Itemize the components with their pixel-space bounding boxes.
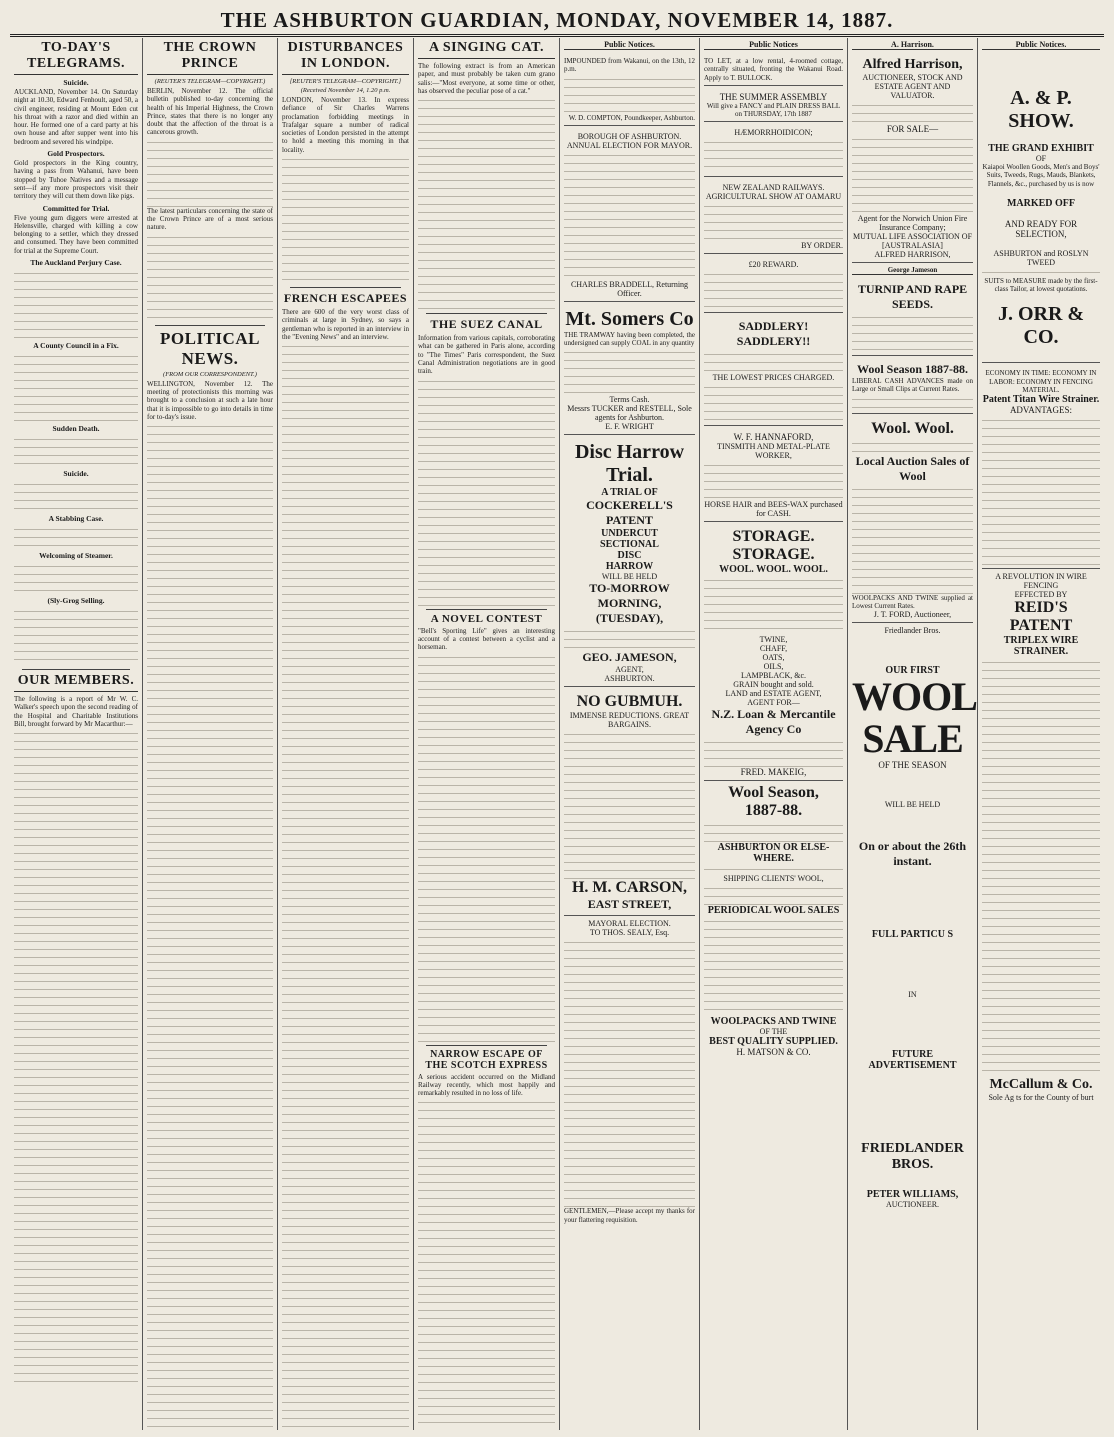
future-label: FUTURE ADVERTISEMENT [868,1049,957,1072]
filler-text [14,479,138,511]
haem-ad [704,125,843,177]
norwich-label: Agent for the Norwich Union Fire Insurance Company; [857,214,968,232]
poundkeeper: W. D. COMPTON, Poundkeeper, Ashburton. [568,113,695,122]
tinsmith-label: TINSMITH AND METAL-PLATE WORKER, [717,442,830,461]
ford-name: J. T. FORD, Auctioneer, [873,610,952,620]
public-notices-heading-2: Public Notices [704,40,843,50]
sole-agents: Messrs TUCKER and RESTELL, Sole agents for Ashburton. [567,404,692,423]
filler-text [704,916,843,1016]
mccallum-title: McCallum & Co. [989,1077,1093,1093]
wool-season-ad-2 [852,359,973,414]
reward-title: £20 REWARD. [748,260,799,270]
wool-sale-title: WOOL SALE [852,674,977,762]
article-crown-prince-2: The latest particulars concerning the state of the Crown Prince are of a most serious nature. [147,206,273,232]
ap-show-title: A. & P. SHOW. [1008,87,1074,132]
woolpacks-label: WOOLPACKS AND TWINE [710,1016,837,1028]
filler-text [564,626,695,650]
oats-label: OATS, [762,653,785,663]
terms-cash: Terms Cash. [609,395,650,405]
tramway-text: THE TRAMWAY having been completed, the undersigned can supply COAL in any quantity [564,330,695,348]
will-be-held: WILL BE HELD [601,572,658,582]
subhead-trial: Committed for Trial. [42,203,110,213]
article-novel-contest: "Bell's Sporting Life" gives an interesting account of a contest between a cyclist and a horseman. [418,626,555,652]
french-escapees-heading: FRENCH ESCAPEES [283,291,408,306]
mutual-label: MUTUAL LIFE ASSOCIATION OF [AUSTRALASIA] [852,232,973,250]
titan-ad [982,366,1100,569]
roslyn-label: ASHBURTON and ROSLYN TWEED [993,248,1089,267]
filler-text [564,937,695,1207]
railways-notice [704,180,843,254]
spacer [852,635,973,665]
turnip-ad [852,279,973,356]
marked-off-label: MARKED OFF [1006,197,1076,209]
ap-show-ad [982,54,1100,363]
filler-text [14,561,138,593]
mayoral-letter [564,919,695,1224]
friedlander-title: FRIEDLANDER BROS. [861,1141,964,1173]
mayoral-election: MAYORAL ELECTION. [588,919,671,929]
filler-text [982,657,1100,1077]
east-street: EAST STREET, [587,897,672,912]
local-auction-label: Local Auction Sales of Wool [855,453,970,483]
for-sale-label: FOR SALE— [886,124,939,134]
subhead-suicide-2: Suicide. [63,469,89,479]
article-disturbances: LONDON, November 13. In express defiance of Sir Charles Warrens proclamation forbidding meetings in Trafalgar square a number of radical societies of London persisted in the attempt to hold a meeting this morning in that locality. [282,96,409,154]
filler-text [852,394,973,410]
spacer [852,1173,973,1189]
ashburton-or-else: ASHBURTON OR ELSE- [717,842,830,854]
agent-for-label: AGENT FOR— [747,698,800,708]
reductions-label: IMMENSE REDUCTIONS. GREAT BARGAINS. [569,711,690,730]
liberal-text: LIBERAL CASH ADVANCES made on Large or Small Clips at Current Rates. [852,377,973,394]
filler-text [418,376,555,606]
hannaford-name: W. F. HANNAFORD, [733,432,814,443]
filler-text [704,820,843,842]
spacer [982,209,1100,219]
gubmuh-ad [564,690,695,916]
spacer [852,1071,973,1141]
harrow-label: HARROW [605,561,654,573]
filler-text [704,137,843,173]
article-political: WELLINGTON, November 12. The meeting of protectionists this morning was brought to a conclusion at such a late hour that it is impossible to go into details in time for to-day's issue. [147,379,273,421]
filler-text [852,134,973,214]
divider [426,609,547,610]
divider [290,287,401,288]
filler-text [14,524,138,548]
spacer [982,293,1100,303]
filler-text [704,737,843,767]
telegrams-heading: TO-DAY'S TELEGRAMS. [14,40,138,75]
shipping-label: SHIPPING CLIENTS' WOOL, [723,874,824,884]
spacer [982,239,1100,249]
mt-somers-ad [564,305,695,436]
filler-text [564,150,695,280]
column-public-notices-1 [560,38,700,1430]
of-the-season-label: OF THE SEASON [878,760,947,771]
filler-text [14,268,138,338]
impound-text: IMPOUNDED from Wakanui, on the 13th, 12 p.m. [564,57,695,74]
agric-title: AGRICULTURAL SHOW AT OAMARU [705,192,842,202]
to-sealy: TO THOS. SEALY, Esq. [589,928,670,938]
trial-label: A TRIAL OF [601,487,658,499]
saddlery-title: SADDLERY! SADDLERY!! [736,319,811,349]
agent-label: AGENT, [615,665,644,675]
filler-text [147,232,273,322]
returning-officer: CHARLES BRADDELL, Returning Officer. [570,279,689,298]
filler-text [704,864,843,874]
sectional-label: SECTIONAL [600,539,659,551]
spacer [852,809,973,839]
turnip-title: TURNIP AND RAPE SEEDS. [857,282,968,311]
spacer [982,188,1100,198]
reuters-credit-2: [REUTER'S TELEGRAM—COPYRIGHT.] [289,78,402,85]
singing-cat-heading: A SINGING CAT. [418,40,555,59]
disc-harrow-ad [564,438,695,687]
article-members: The following is a report of Mr W. C. Walker's speech upon the second reading of the Hospital and Charitable Institutions Bill, brought forward by Mr Macarthur:— [14,695,138,728]
spacer [982,133,1100,143]
wool-season-ad [704,784,843,1057]
column-telegrams [10,38,143,1430]
political-news-heading: POLITICAL NEWS. [160,328,260,368]
advantages-label: ADVANTAGES: [1009,405,1073,416]
filler-text [418,1097,555,1427]
borough-label: BOROUGH OF ASHBURTON. [577,131,682,141]
oils-label: OILS, [763,662,784,672]
ashburton-label: ASHBURTON. [604,674,655,684]
wool-season-year: 1887-88. [744,802,803,820]
public-notices-heading-3: Public Notices. [982,40,1100,50]
filler-text [282,154,409,284]
storage-ad [704,525,843,781]
article-trial: Five young gum diggers were arrested at Helensville, charged with killing a cow belonging to a settler, which they dressed and consumed. They have been committed for trial at the Supreme Court. [14,213,138,255]
chaff-label: CHAFF, [759,644,788,654]
filler-text [704,575,843,635]
subhead-gold: Gold Prospectors. [47,149,105,159]
masthead [10,8,1104,37]
subhead-steamer: Welcoming of Steamer. [39,551,113,561]
article-suez: Information from various capitals, corroborating what can be gathered in Paris alone, according to "The Times" Paris correspondent, the Suez Canal Administration negotiations are in good train. [418,334,555,376]
lampblack-label: LAMPBLACK, &c. [740,671,807,681]
filler-text [704,883,843,905]
article-narrow-escape: A serious accident occurred on the Midland Railway recently, which most happily and remarkably resulted in no loss of life. [418,1072,555,1098]
woolpacks-text: WOOLPACKS AND TWINE supplied at Lowest Current Rates. [852,593,973,610]
divider [155,325,265,326]
triplex-ad [982,572,1100,1102]
wright-name: E. F. WRIGHT [605,422,654,432]
divider [426,1045,547,1046]
in-label: IN [908,990,917,1000]
to-let-text: TO LET, at a low rental, 4-roomed cottage, centrally situated, fronting the Wakanui Road. Apply to T. BULLOCK. [704,57,843,82]
filler-text [282,341,409,1430]
periodical-label: PERIODICAL WOOL SALES [707,905,840,917]
will-be-held-label: WILL BE HELD [884,800,941,810]
spacer [852,770,973,800]
tomorrow-label: TO-MORROW MORNING, [589,581,670,611]
wool-season-label: Wool Season 1887-88. [856,362,968,376]
article-escapees: There are 600 of the very worst class of criminals at large in Sydney, so says a gentleman who is reported in an interview in the "Evening News" and an interview. [282,308,409,341]
storage-title: STORAGE. STORAGE. [732,528,815,564]
harrison-signature: ALFRED HARRISON, [874,250,951,259]
effected-label: EFFECTED BY [1014,590,1068,600]
peter-williams: PETER WILLIAMS, [866,1189,959,1201]
reids-title: REID'S PATENT [1009,599,1073,635]
wool-sale-ad [852,626,977,1210]
filler-text [564,347,695,395]
subhead-county: A County Council in a Fix. [33,341,119,351]
filler-text [704,349,843,373]
lowest-prices: THE LOWEST PRICES CHARGED. [712,373,835,383]
haem-title: HÆMORRHOIDICON; [734,128,813,138]
summer-assembly-ad [704,89,843,123]
filler-text [14,351,138,421]
alfred-harrison-title: Alfred Harrison, [862,57,963,72]
filler-text [852,312,973,352]
crown-prince-heading: THE CROWN PRINCE [147,40,273,75]
subhead-sly-grog: (Sly-Grog Selling. [47,596,105,606]
filler-text [982,267,1100,277]
impound-notice [564,54,695,126]
by-order: BY ORDER. [801,241,843,251]
undercut-label: UNDERCUT [601,528,658,540]
best-quality-label: BEST QUALITY SUPPLIED. [709,1036,838,1048]
spacer [852,999,973,1049]
horsehair-label: HORSE HAIR and BEES-WAX purchased for CASH. [704,500,843,519]
article-suicide: AUCKLAND, November 14. On Saturday night at 10.30, Edward Fenhoult, aged 50, a civil engineer, residing at Mount Eden cut his throat with a razor and died within an hour. He formed one of a card party at his own house and after supper went into his bedroom and severed his windpipe. [14,88,138,146]
article-singing-cat: The following extract is from an American paper, and must probably be taken cum grano salis:—"Most everyone, at some time or other, has observed the peculiar pose of a cat." [418,62,555,95]
grand-exhibit-label: THE GRAND EXHIBIT [988,143,1094,154]
narrow-escape-heading: NARROW ESCAPE OF THE SCOTCH EXPRESS [425,1048,548,1071]
filler-text [982,415,1100,565]
jameson-heading: George Jameson [852,266,973,275]
harrison-ad [852,54,973,263]
column-singing-cat [414,38,560,1430]
filler-text [14,728,138,1388]
filler-text [704,460,843,500]
twine-label: TWINE, [759,635,788,645]
our-first-label: OUR FIRST [885,665,940,677]
filler-text [14,606,138,666]
subhead-perjury: The Auckland Perjury Case. [30,258,122,268]
filler-text [418,95,555,310]
wool-auction-ad [852,417,973,624]
sole-agents-label: Sole Ag ts for the County of burt [988,1093,1094,1103]
novel-contest-heading: A NOVEL CONTEST [430,612,543,625]
grain-label: GRAIN bought and sold. [733,680,814,690]
column-show-notices [978,38,1104,1430]
tinsmith-ad [704,429,843,522]
filler-text [564,729,695,879]
filler-text [704,269,843,309]
triplex-title: TRIPLEX WIRE STRAINER. [1003,635,1079,658]
article-crown-prince: BERLIN, November 12. The official bulletin published to-day concerning the health of his Imperial Highness, the Crown Prince, states that there is no longer any doubt that the affection of the throat is a cancerous growth. [147,87,273,137]
of-the-label: OF THE [759,1027,788,1037]
filler-text [852,438,973,454]
titan-title: Patent Titan Wire Strainer. [982,394,1100,406]
divider [22,669,130,670]
nzr-title: NEW ZEALAND RAILWAYS. [722,183,825,193]
revolution-label: A REVOLUTION IN WIRE FENCING [995,572,1087,591]
nz-loan-label: N.Z. Loan & Mercantile Agency Co [711,707,836,737]
filler-text [852,484,973,594]
wool-triple: WOOL. WOOL. WOOL. [719,564,828,576]
filler-text [704,382,843,422]
spacer [982,349,1100,359]
cockerell-label: COCKERELL'S PATENT [586,498,673,528]
disturbances-heading: DISTURBANCES IN LONDON. [282,40,409,75]
received-date: (Received November 14, 1.20 p.m. [300,87,391,94]
divider [426,313,547,314]
land-agent-label: LAND and ESTATE AGENT, [725,689,822,699]
wool-season-title: Wool Season, [728,784,819,802]
suez-heading: THE SUEZ CANAL [430,317,543,332]
reward-notice [704,257,843,313]
full-particulars-label: FULL PARTICU S [871,929,954,941]
page-columns [10,38,1104,1430]
to-let-notice [704,54,843,86]
subhead-stabbing: A Stabbing Case. [48,514,104,524]
makeig-name: FRED. MAKEIG, [740,767,807,778]
members-heading: OUR MEMBERS. [14,673,138,692]
reuters-credit: (REUTER'S TELEGRAM—COPYRIGHT.) [154,78,266,85]
column-harrison [848,38,978,1430]
wool-wool-title: Wool. Wool. [871,419,954,437]
saddlery-ad [704,316,843,426]
carson-name: H. M. CARSON, [571,879,688,897]
ready-label: AND READY FOR SELECTION, [1004,218,1078,239]
disc-harrow-title: Disc Harrow Trial. [574,441,685,487]
filler-text [418,652,555,1042]
column-public-notices-2 [700,38,848,1430]
summer-title: THE SUMMER ASSEMBLY [719,91,828,102]
fancy-ball: Will give a FANCY and PLAIN DRESS BALL on THURSDAY, 17th 1887 [706,101,841,119]
filler-text [147,137,273,207]
mt-somers-title: Mt. Somers Co [565,307,694,330]
newspaper-title: THE ASHBURTON GUARDIAN, MONDAY, NOVEMBER 14, 1887. [220,8,894,32]
column-crown-prince [143,38,278,1430]
kaiapoi-text: Kaiapoi Woollen Goods, Men's and Boys' Suits, Tweeds, Rugs, Mauds, Blankets, Flannels, &c., purchased by us is now [982,163,1100,188]
article-gold: Gold prospectors in the King country, having a pass from Wahanui, have been stopped by Tuhoe Natives and a message sent—if any more prospectors visit their territory they will cut them down like pigs. [14,159,138,201]
filler-text [147,421,273,1430]
filler-text [852,100,973,124]
spacer [982,57,1100,87]
filler-text [14,434,138,466]
auctioneer-label: AUCTIONEER, STOCK AND ESTATE AGENT AND VALUATOR. [862,73,963,100]
tuesday-label: (TUESDAY), [595,611,664,626]
mayor-election-notice [564,129,695,302]
filler-text [564,74,695,114]
filler-text [704,201,843,241]
gentlemen-text: GENTLEMEN,—Please accept my thanks for your flattering requisition. [564,1207,695,1224]
on-or-about-label: On or about the 26th instant. [858,839,967,869]
friedlander-header: Friedlander Bros. [884,626,941,636]
of-label: OF [1035,154,1047,163]
harrison-heading: A. Harrison. [852,40,973,50]
peter-auctioneer: AUCTIONEER. [885,1200,940,1210]
suits-text: SUITS to MEASURE made by the first-class Tailor, at lowest quotations. [984,276,1098,294]
disc-label: DISC [617,550,642,562]
gubmuh-title: NO GUBMUH. [576,693,683,711]
economy-text: ECONOMY IN TIME: ECONOMY IN LABOR: ECONOMY IN FENCING MATERIAL. [985,369,1097,395]
matson-name: H. MATSON & CO. [736,1047,811,1058]
column-disturbances [278,38,414,1430]
subhead-sudden-death: Sudden Death. [52,424,100,434]
where-label: WHERE. [753,853,794,865]
public-notices-heading: Public Notices. [564,40,695,50]
correspondent-credit: (FROM OUR CORRESPONDENT.) [163,370,257,378]
spacer [852,940,973,990]
spacer [852,869,973,929]
subhead-suicide: Suicide. [63,78,89,87]
orr-title: J. ORR & CO. [997,303,1085,349]
geo-jameson: GEO. JAMESON, [582,650,677,665]
election-label: ANNUAL ELECTION FOR MAYOR. [566,140,693,150]
